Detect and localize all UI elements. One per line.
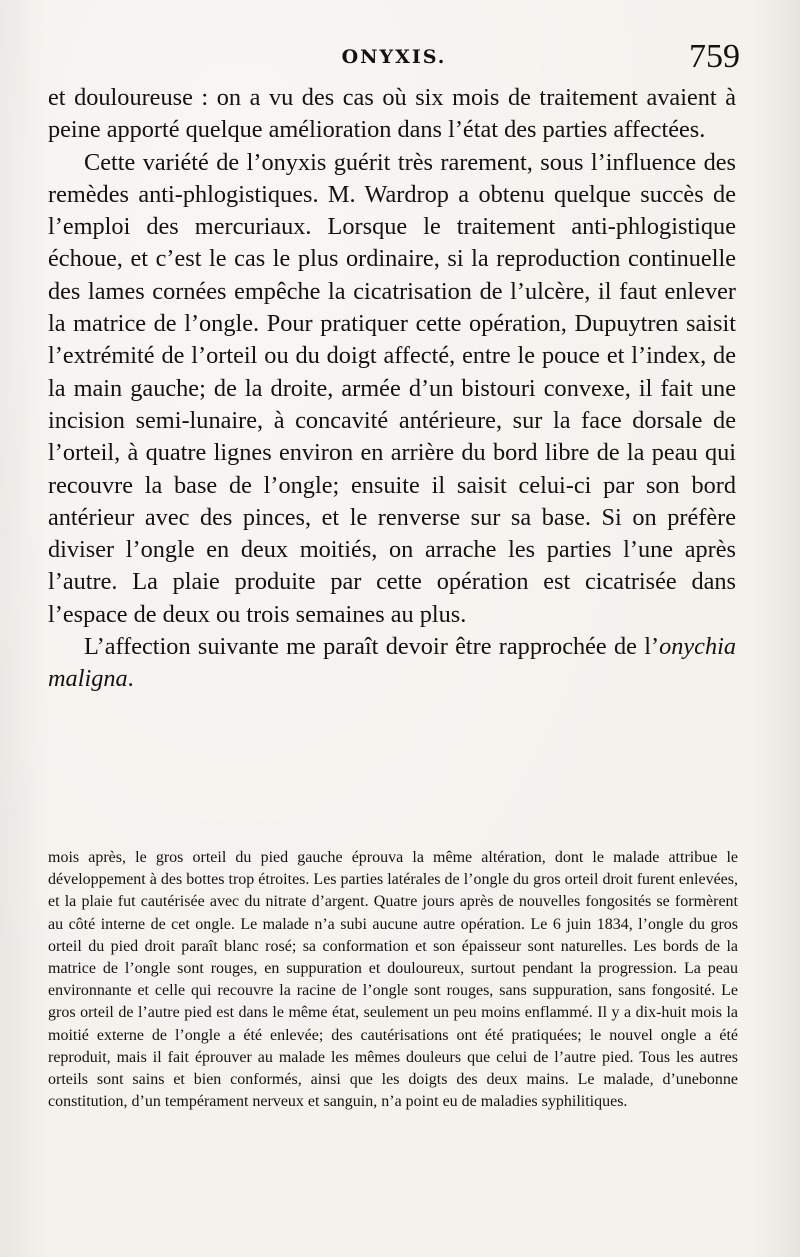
running-title: ONYXIS. xyxy=(341,46,447,68)
main-text xyxy=(48,82,736,696)
footnote xyxy=(48,847,738,1113)
paragraph-onychia-text: L’affection suivante me paraît devoir être rapprochée de l’ xyxy=(84,633,660,661)
italic-term: onychia maligna xyxy=(48,633,736,693)
paragraph-onychia xyxy=(48,631,736,696)
footnote-text: mois après, le gros orteil du pied gauche éprouva la même altération, dont le malade attribue le développement à des bottes trop étroites. Les parties latérales de l’ongle du gros orteil droit furent enlevées, et la plaie fut cautérisée avec du nitrate d’argent. Quatre jours après de nouvelles fongosités se formèrent au côté interne de cet ongle. Le malade n’a subi aucune autre opération. Le 6 juin 1834, l’ongle du gros orteil du pied droit paraît blanc rosé; sa conformation et son épaisseur sont naturelles. Les bords de la matrice de l’ongle sont rouges, en suppuration et douloureux, surtout pendant la progression. La peau environnante et celle qui recouvre la racine de l’ongle sont rouges, sans suppuration, sans fongosité. Le gros orteil de l’autre pied est dans le même état, seulement un peu moins enflammé. Il y a dix-huit mois la moitié externe de l’ongle a été enlevée; des cautérisations ont été pratiquées; le nouvel ongle a été reproduit, mais il fait éprouver au malade les mêmes douleurs que celui de l’autre pied. Tous les autres orteils sont sains et bien conformés, ainsi que les doigts des deux mains. Le malade, d’unebonne constitution, d’un tempérament nerveux et sanguin, n’a point eu de maladies syphilitiques. xyxy=(48,849,738,1111)
paragraph-treatment: Cette variété de l’onyxis guérit très rarement, sous l’influence des remèdes anti-phlogistiques. M. Wardrop a obtenu quelque succès de l’emploi des mercuriaux. Lorsque le traitement anti-phlogistique échoue, et c’est le cas le plus ordinaire, si la reproduction continuelle des lames cornées empêche la cicatrisation de l’ulcère, il faut enlever la matrice de l’ongle. Pour pratiquer cette opération, Dupuytren saisit l’extrémité de l’orteil ou du doigt affecté, entre le pouce et l’index, de la main gauche; de la droite, armée d’un bistouri convexe, il fait une incision semi-lunaire, à concavité antérieure, sur la face dorsale de l’orteil, à quatre lignes environ en arrière du bord libre de la peau qui recouvre la base de l’ongle; ensuite il saisit celui-ci par son bord antérieur avec des pinces, et le renverse sur sa base. Si on préfère diviser l’ongle en deux moitiés, on arrache les parties l’une après l’autre. La plaie produite par cette opération est cicatrisée dans l’espace de deux ou trois semaines au plus. xyxy=(48,148,736,628)
page-header xyxy=(48,38,740,84)
paragraph-continuation: et douloureuse : on a vu des cas où six mois de traitement avaient à peine apporté quelque amélioration dans l’état des parties affectées. xyxy=(48,84,736,144)
italic-term-suffix: . xyxy=(127,665,134,693)
page-number: 759 xyxy=(689,38,740,75)
